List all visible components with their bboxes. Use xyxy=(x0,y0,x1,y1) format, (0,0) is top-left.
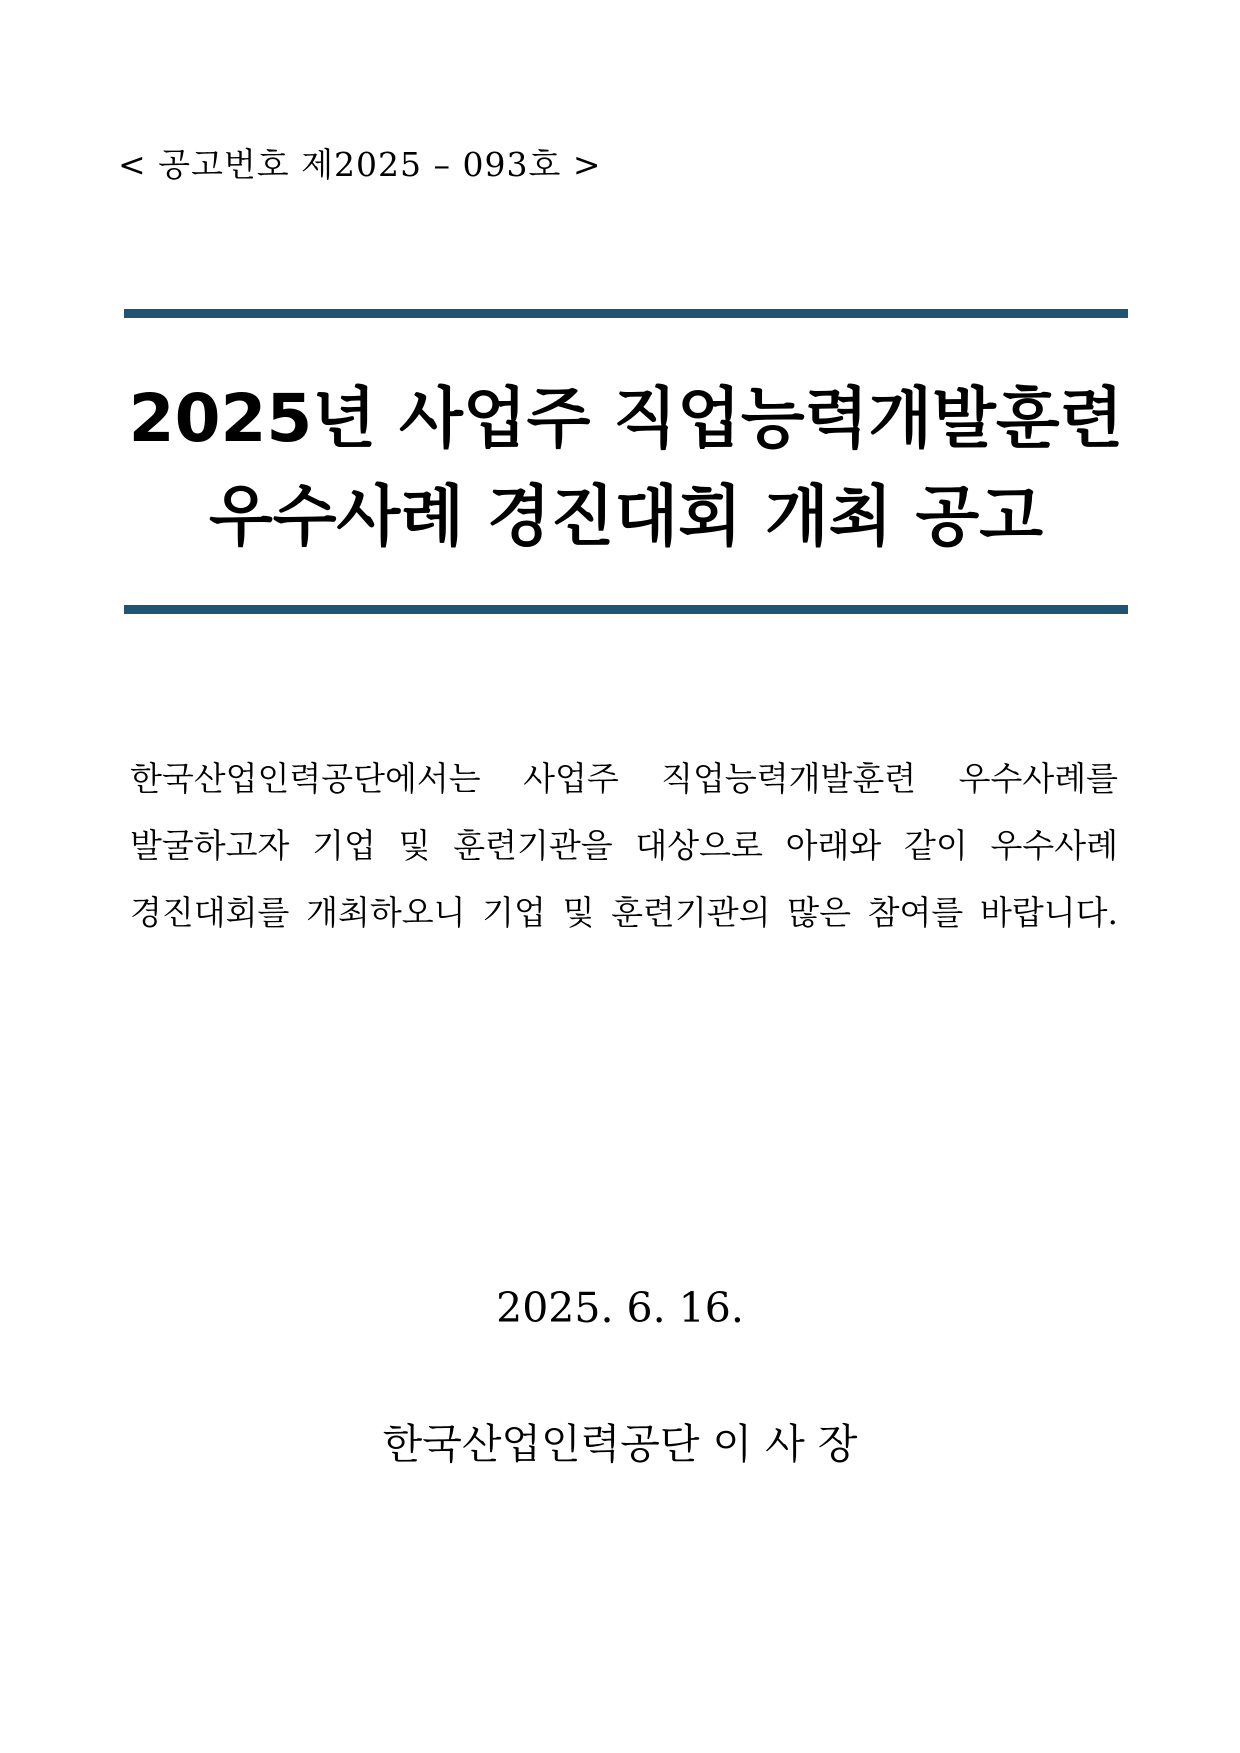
notice-date: 2025. 6. 16. xyxy=(496,1284,744,1332)
page-title xyxy=(124,370,1128,566)
body-line-3: 경진대회를 개최하오니 기업 및 훈련기관의 많은 참여를 바랍니다. xyxy=(130,893,1118,932)
notice-body xyxy=(130,745,1118,946)
notice-number: < 공고번호 제2025 – 093호 > xyxy=(118,145,602,184)
body-line-1: 한국산업인력공단에서는 사업주 직업능력개발훈련 우수사례를 xyxy=(130,759,1118,798)
title-line-1: 2025년 사업주 직업능력개발훈련 xyxy=(128,380,1124,457)
issuer-signature: 한국산업인력공단 이 사 장 xyxy=(382,1420,858,1468)
title-top-rule xyxy=(124,309,1128,318)
title-bottom-rule xyxy=(124,605,1128,614)
title-line-2: 우수사례 경진대회 개최 공고 xyxy=(208,478,1043,555)
body-line-2: 발굴하고자 기업 및 훈련기관을 대상으로 아래와 같이 우수사례 xyxy=(130,826,1118,865)
